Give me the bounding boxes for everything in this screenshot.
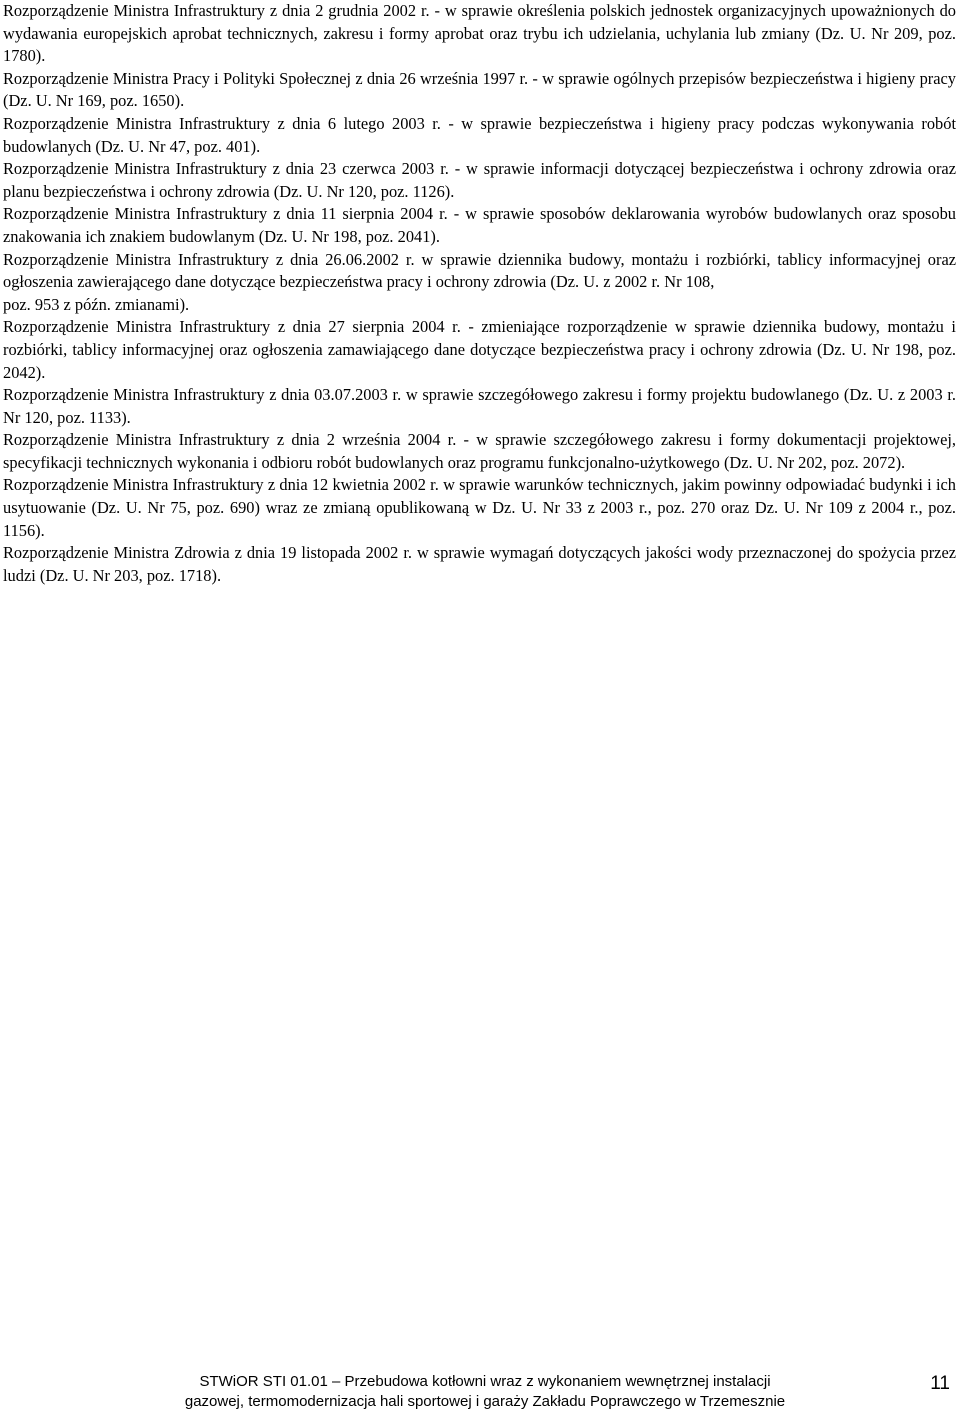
footer-document-title [165,1372,805,1412]
regulation-entry: Rozporządzenie Ministra Zdrowia z dnia 19 listopada 2002 r. w sprawie wymagań dotyczących jakości wody przeznaczonej do spożycia przez ludzi (Dz. U. Nr 203, poz. 1718). [3,543,956,585]
regulation-entry: Rozporządzenie Ministra Infrastruktury z dnia 2 września 2004 r. - w sprawie szczegółowego zakresu i formy dokumentacji projektowej, specyfikacji technicznych wykonania i odbioru robót budowlanych oraz programu funkcjonalno-użytkowego (Dz. U. Nr 202, poz. 2072). [3,430,956,472]
regulation-entry-line: poz. 953 z późn. zmianami). [3,294,190,314]
regulation-entry: Rozporządzenie Ministra Infrastruktury z dnia 23 czerwca 2003 r. - w sprawie informacji dotyczącej bezpieczeństwa i ochrony zdrowia oraz planu bezpieczeństwa i ochrony zdrowia (Dz. U. Nr 120, poz. 1126). [3,159,956,201]
regulation-entry: Rozporządzenie Ministra Infrastruktury z dnia 27 sierpnia 2004 r. - zmieniające rozporządzenie w sprawie dziennika budowy, montażu i rozbiórki, tablicy informacyjnej oraz ogłoszenia zamawiającego dane dotyczące bezpieczeństwa pracy i ochrony zdrowia (Dz. U. Nr 198, poz. 2042). [3,317,956,382]
footer-line-2: gazowej, termomodernizacja hali sportowej i garaży Zakładu Poprawczego w Trzemesznie [184,1393,786,1410]
regulation-entry: Rozporządzenie Ministra Infrastruktury z dnia 03.07.2003 r. w sprawie szczegółowego zakresu i formy projektu budowlanego (Dz. U. z 2003 r. Nr 120, poz. 1133). [3,385,956,427]
page-footer [0,1372,960,1412]
regulation-entry: Rozporządzenie Ministra Infrastruktury z dnia 11 sierpnia 2004 r. - w sprawie sposobów deklarowania wyrobów budowlanych oraz sposobu znakowania ich znakiem budowlanym (Dz. U. Nr 198, poz. 2041). [3,204,956,246]
footer-line-1: STWiOR STI 01.01 – Przebudowa kotłowni wraz z wykonaniem wewnętrznej instalacji [199,1373,771,1390]
regulation-entry: Rozporządzenie Ministra Pracy i Polityki Społecznej z dnia 26 września 1997 r. - w sprawie ogólnych przepisów bezpieczeństwa i higieny pracy (Dz. U. Nr 169, poz. 1650). [3,68,956,111]
page-number: 11 [930,1373,950,1394]
regulation-entry: Rozporządzenie Ministra Infrastruktury z dnia 12 kwietnia 2002 r. w sprawie warunków technicznych, jakim powinny odpowiadać budynki i ich usytuowanie (Dz. U. Nr 75, poz. 690) wraz ze zmianą opublikowaną w Dz. U. Nr 33 z 2003 r., poz. 270 oraz Dz. U. Nr 109 z 2004 r., poz. 1156). [3,475,956,540]
regulation-entry [3,249,956,317]
regulation-entry: Rozporządzenie Ministra Infrastruktury z dnia 2 grudnia 2002 r. - w sprawie określenia polskich jednostek organizacyjnych upoważnionych do wydawania europejskich aprobat technicznych, zakresu i formy aprobat oraz trybu ich udzielania, uchylania lub zmiany (Dz. U. Nr 209, poz. 1780). [3,1,956,66]
regulation-entry-line: Rozporządzenie Ministra Infrastruktury z dnia 26.06.2002 r. w sprawie dziennika budowy, montażu i rozbiórki, tablicy informacyjnej oraz ogłoszenia zawierającego dane dotyczące bezpieczeństwa pracy i ochrony zdrowia (Dz. U. z 2002 r. Nr 108, [3,249,956,292]
regulation-entry: Rozporządzenie Ministra Infrastruktury z dnia 6 lutego 2003 r. - w sprawie bezpieczeństwa i higieny pracy podczas wykonywania robót budowlanych (Dz. U. Nr 47, poz. 401). [3,113,956,156]
regulations-list [3,0,956,587]
